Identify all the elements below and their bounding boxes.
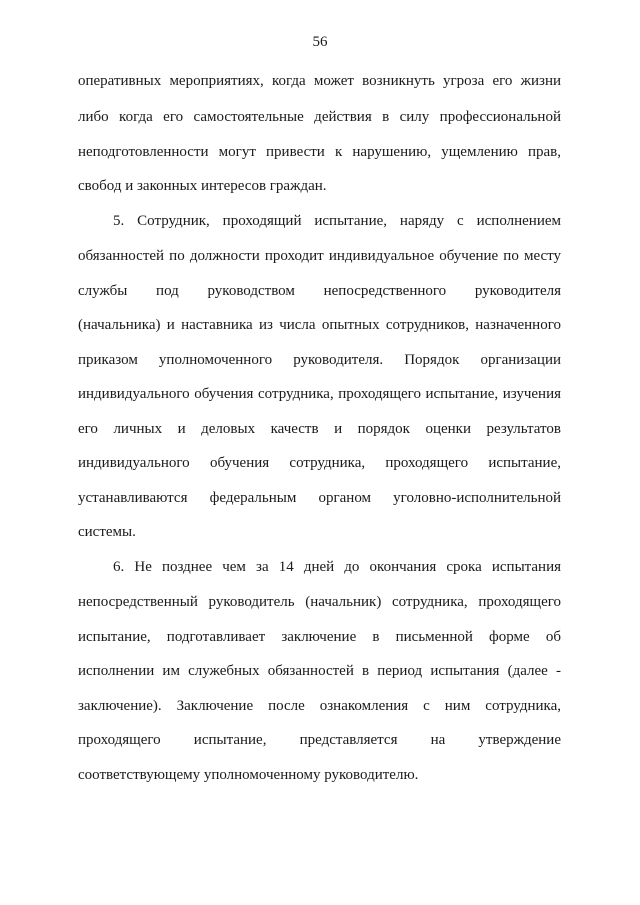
paragraph-3-line-2: непосредственный руководитель (начальник) сотрудника, проходящего: [78, 594, 561, 610]
paragraph-2-line-5: приказом уполномоченного руководителя. Порядок организации: [78, 352, 561, 368]
paragraph-1-line-2: либо когда его самостоятельные действия в силу профессиональной: [78, 109, 561, 125]
paragraph-2-line-7: его личных и деловых качеств и порядок оценки результатов: [78, 421, 561, 437]
paragraph-2-line-4: (начальника) и наставника из числа опытных сотрудников, назначенного: [78, 317, 561, 333]
paragraph-3-line-7: соответствующему уполномоченному руководителю.: [78, 767, 419, 783]
paragraph-2-line-3: службы под руководством непосредственного руководителя: [78, 283, 561, 299]
paragraph-1-line-3: неподготовленности могут привести к нарушению, ущемлению прав,: [78, 144, 561, 160]
paragraph-2-line-1: 5. Сотрудник, проходящий испытание, наряду с исполнением: [113, 213, 561, 229]
paragraph-3-line-1: 6. Не позднее чем за 14 дней до окончания срока испытания: [113, 559, 561, 575]
paragraph-3-line-6: проходящего испытание, представляется на утверждение: [78, 732, 561, 748]
page-number: 56: [312, 34, 328, 50]
paragraph-2-line-8: индивидуального обучения сотрудника, проходящего испытание,: [78, 455, 561, 471]
paragraph-2-line-6: индивидуального обучения сотрудника, проходящего испытание, изучения: [78, 386, 561, 402]
paragraph-1-line-1: оперативных мероприятиях, когда может возникнуть угроза его жизни: [78, 73, 561, 89]
paragraph-2-line-2: обязанностей по должности проходит индивидуальное обучение по месту: [78, 248, 561, 264]
paragraph-3-line-3: испытание, подготавливает заключение в письменной форме об: [78, 629, 561, 645]
paragraph-3-line-4: исполнении им служебных обязанностей в период испытания (далее -: [78, 663, 561, 679]
paragraph-2-line-10: системы.: [78, 524, 136, 540]
paragraph-1-line-4: свобод и законных интересов граждан.: [78, 178, 327, 194]
paragraph-2-line-9: устанавливаются федеральным органом уголовно-исполнительной: [78, 490, 561, 506]
paragraph-3-line-5: заключение). Заключение после ознакомления с ним сотрудника,: [78, 698, 561, 714]
